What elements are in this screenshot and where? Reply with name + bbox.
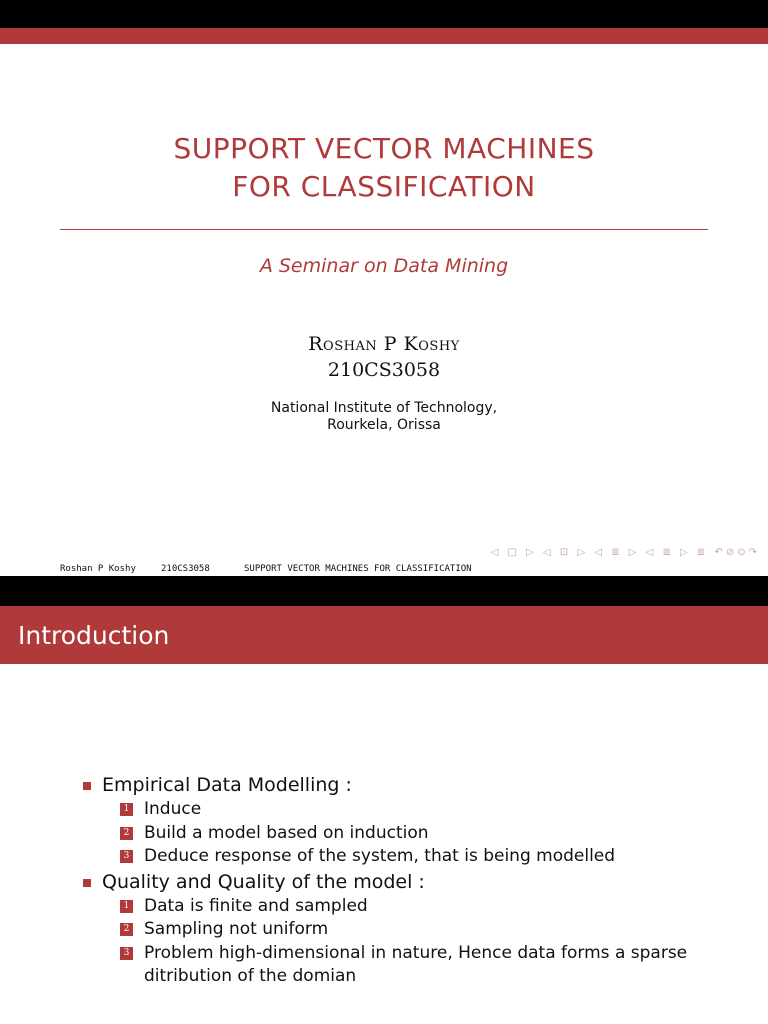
- bullet-square-icon: [83, 782, 91, 790]
- sub-list-item-text: Induce: [144, 799, 202, 819]
- author-block: [0, 331, 768, 383]
- list-item-label: Empirical Data Modelling :: [102, 774, 352, 796]
- sub-list-item: [80, 942, 740, 989]
- institute-line-2: Rourkela, Orissa: [327, 417, 441, 433]
- beamer-navigation-icons[interactable]: ◁ □ ▷ ◁ ⊡ ▷ ◁ ≣ ▷ ◁ ≣ ▷ ≣ ↶⊘⊙↷: [490, 547, 760, 558]
- title-line-2: FOR CLASSIFICATION: [232, 170, 536, 203]
- footer-title: SUPPORT VECTOR MACHINES FOR CLASSIFICATION: [244, 564, 472, 574]
- sub-list-item: [80, 918, 740, 942]
- institute-line-1: National Institute of Technology,: [270, 400, 498, 416]
- number-badge-icon: 2: [120, 923, 133, 936]
- footer-id: 210CS3058: [161, 564, 210, 574]
- introduction-slide: [0, 576, 768, 1024]
- author-id: 210CS3058: [327, 359, 441, 381]
- author-name: Roshan P Koshy: [308, 333, 460, 355]
- frame-title: Introduction: [18, 621, 170, 650]
- title-divider: [60, 229, 708, 230]
- bullet-square-icon: [83, 879, 91, 887]
- sub-list-item-text: Data is finite and sampled: [144, 895, 368, 916]
- sub-list-item: [80, 895, 740, 919]
- header-bar-red: [0, 28, 768, 44]
- bullet-list: [80, 772, 740, 989]
- presentation-subtitle: A Seminar on Data Mining: [259, 255, 509, 277]
- sub-list-item-text: Problem high-dimensional in nature, Hence data forms a sparse ditribution of the domian: [144, 942, 688, 986]
- list-item: [80, 869, 740, 895]
- slide-footer: [0, 564, 768, 576]
- number-badge-icon: 1: [120, 900, 133, 913]
- number-badge-icon: 3: [120, 850, 133, 863]
- number-badge-icon: 1: [120, 803, 133, 816]
- list-item: [80, 772, 740, 798]
- number-badge-icon: 3: [120, 947, 133, 960]
- institute-block: [0, 400, 768, 434]
- sub-list-item-text: Sampling not uniform: [144, 919, 329, 939]
- sub-list-item: [80, 822, 740, 846]
- sub-list-item-text: Build a model based on induction: [144, 822, 429, 843]
- number-badge-icon: 2: [120, 827, 133, 840]
- header-bar-black: [0, 0, 768, 28]
- sub-list-item-text: Deduce response of the system, that is being modelled: [144, 846, 616, 866]
- list-item-label: Quality and Quality of the model :: [102, 870, 425, 893]
- title-line-1: SUPPORT VECTOR MACHINES: [173, 132, 595, 165]
- presentation-title: [0, 130, 768, 206]
- sub-list-item: [80, 798, 740, 822]
- header-bar-black: [0, 576, 768, 606]
- sub-list-item: [80, 845, 740, 869]
- footer-author: Roshan P Koshy: [60, 564, 136, 574]
